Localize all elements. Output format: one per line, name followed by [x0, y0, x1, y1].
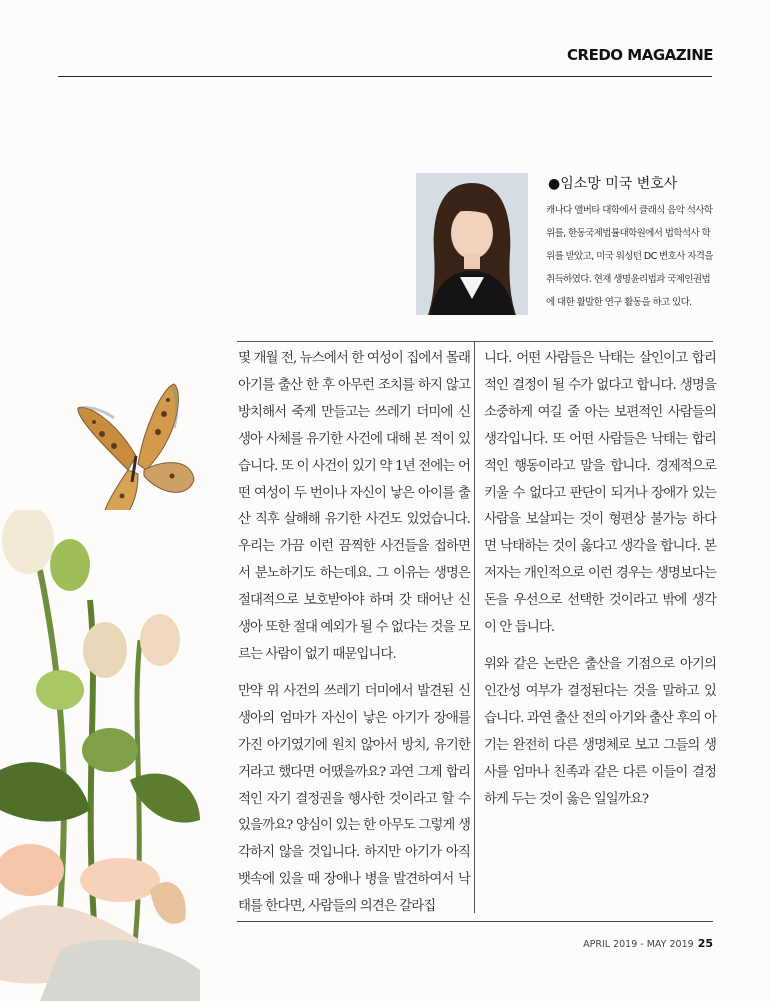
article-top-rule — [237, 341, 713, 342]
column-divider — [474, 341, 475, 913]
article-column-left — [238, 346, 470, 931]
article-paragraph: 니다. 어떤 사람들은 낙태는 살인이고 합리적인 결정이 될 수가 없다고 합니다. 생명을 소중하게 여길 줄 아는 보편적인 사람들의 생각입니다. 또 어떤 사람들은 낙태는 합리적인 행동이라고 말을 합니다. 경제적으로 키울 수 없다고 판단이 되거나 장애가 있는 사람을 보살피는 것이 형편상 불가능 하다면 낙태하는 것이 옳다고 생각을 합니다. 본 저자는 개인적으로 이런 경우는 생명보다는 돈을 우선으로 선택한 것이라고 밖에 생각이 안 듭니다. — [484, 351, 716, 636]
author-bio: 캐나다 앨버타 대학에서 클래식 음악 석사학위를, 한동국제법률대학원에서 법학석사 학위를 받았고, 미국 워싱턴 DC 변호사 자격을 취득하였다. 현재 생명윤리법과 국제인권법에 대한 활발한 연구 활동을 하고 있다. — [546, 205, 713, 308]
author-photo — [416, 173, 528, 315]
flower-bouquet-illustration — [0, 510, 200, 1001]
issue-date: APRIL 2019 - MAY 2019 — [583, 939, 694, 950]
article-paragraph: 위와 같은 논란은 출산을 기점으로 아기의 인간성 여부가 결정된다는 것을 말하고 있습니다. 과연 출산 전의 아기와 출산 후의 아기는 완전히 다른 생명체로 보고 그들의 생사를 엄마나 친족과 같은 다른 이들이 결정하게 두는 것이 옳은 일일까요? — [484, 656, 716, 807]
article-column-right — [484, 346, 716, 823]
footer-rule — [237, 921, 713, 922]
header-rule — [58, 76, 712, 77]
page-number: 25 — [697, 937, 713, 950]
article-paragraph: 몇 개월 전, 뉴스에서 한 여성이 집에서 몰래 아기를 출산 한 후 아무런 조치를 하지 않고 방치해서 죽게 만들고는 쓰레기 더미에 신생아 사체를 유기한 사건에 대해 본 적이 있습니다. 또 이 사건이 있기 약 1년 전에는 어떤 여성이 두 번이나 자신이 낳은 아이를 출산 직후 살해해 유기한 사건도 있었습니다. 우리는 가끔 이런 끔찍한 사건들을 접하면서 분노하기도 하는데요. 그 이유는 생명은 절대적으로 보호받아야 하며 갓 태어난 신생아 또한 절대 예외가 될 수 없다는 것을 모르는 사람이 없기 때문입니다. — [238, 351, 470, 662]
page-footer — [583, 937, 713, 950]
butterfly-illustration — [66, 378, 200, 528]
author-name: ●임소망 미국 변호사 — [548, 176, 678, 192]
magazine-title: CREDO MAGAZINE — [567, 46, 713, 64]
article-paragraph: 만약 위 사건의 쓰레기 더미에서 발견된 신생아의 엄마가 자신이 낳은 아기가 장애를 가진 아기였기에 원치 않아서 방치, 유기한 거라고 했다면 어땠을까요? 과연 그게 합리적인 자기 결정권을 행사한 것이라고 할 수 있을까요? 양심이 있는 한 아무도 그렇게 생각하지 않을 것입니다. 하지만 아기가 아직 뱃속에 있을 때 장애나 병을 발견하여서 낙태를 한다면, 사람들의 의견은 갈라집 — [238, 683, 470, 915]
